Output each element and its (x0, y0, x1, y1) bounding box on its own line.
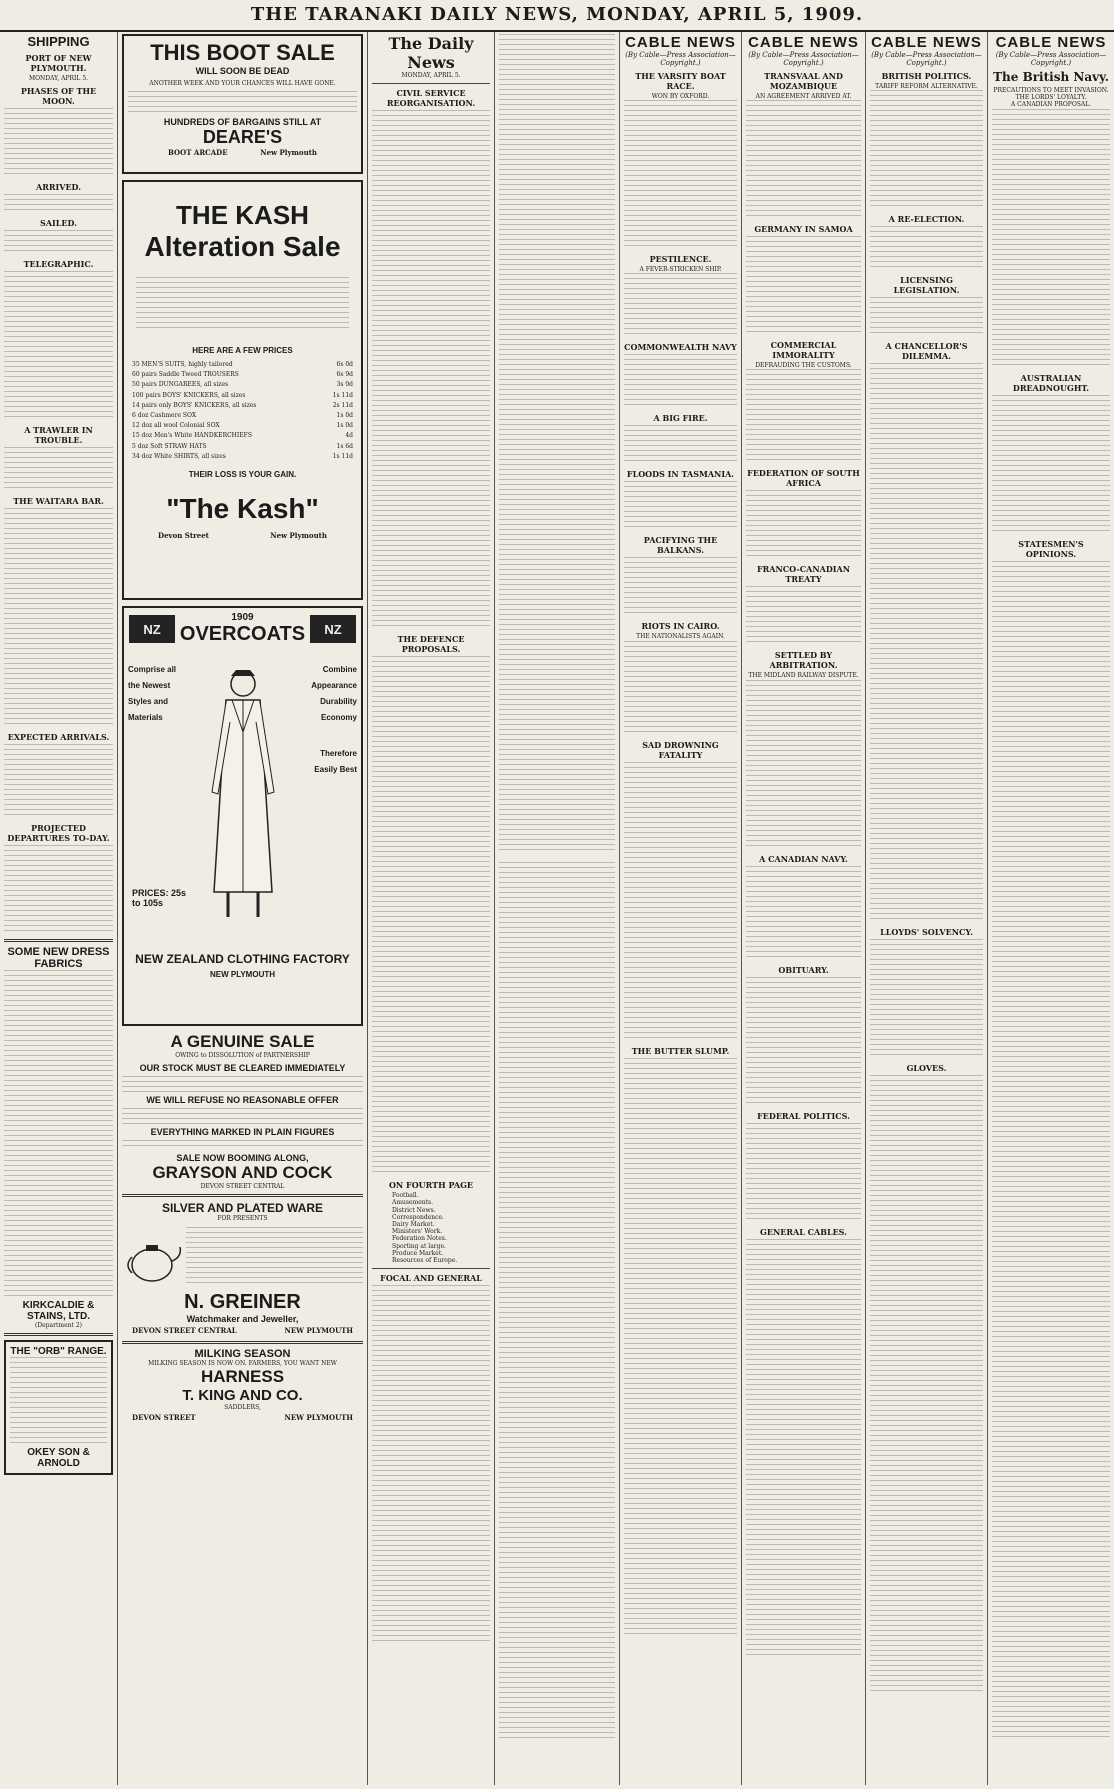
overcoat-title: OVERCOATS (179, 623, 306, 645)
svg-text:NZ: NZ (324, 622, 342, 637)
okey-title: OKEY SON & ARNOLD (27, 1447, 90, 1470)
settled-text (746, 680, 861, 850)
riots-sub: THE NATIONALISTS AGAIN. (636, 633, 725, 641)
british-politics-heading: BRITISH POLITICS. (881, 71, 972, 81)
tking-town: NEW PLYMOUTH (284, 1412, 353, 1422)
orb-range-text (10, 1357, 107, 1447)
price-row: 5 doz Soft STRAW HATS 1s 6d (132, 442, 353, 450)
overcoat-year: 1909 (231, 612, 254, 623)
teapot-icon (122, 1227, 182, 1287)
boot-arcade: BOOT ARCADE (168, 148, 228, 158)
page-title: THE TARANAKI DAILY NEWS, MONDAY, APRIL 5, 1909. (250, 4, 864, 25)
genuine-sale-stock: OUR STOCK MUST BE CLEARED IMMEDIATELY (139, 1063, 346, 1074)
genuine-sale-ad (122, 1032, 363, 1190)
butter-heading: THE BUTTER SLUMP. (631, 1045, 730, 1056)
general-cables-heading: GENERAL CABLES. (760, 1226, 847, 1237)
boat-race-text (624, 100, 737, 250)
germany-heading: GERMANY IN SAMOA (754, 224, 853, 235)
sailed-text (4, 230, 113, 255)
nz-logo-icon (128, 614, 176, 644)
masthead (0, 0, 1114, 32)
greiner-street: DEVON STREET CENTRAL (132, 1325, 237, 1335)
drowning-text (624, 762, 737, 1042)
cable-news-column-2 (742, 32, 866, 1785)
waitara-text (4, 508, 113, 728)
continuation-column (495, 32, 620, 1785)
genuine-sale-refuse: WE WILL REFUSE NO REASONABLE OFFER (146, 1095, 339, 1106)
floods-heading: FLOODS IN TASMANIA. (626, 469, 735, 480)
kash-name: "The Kash" (166, 492, 319, 524)
price-row: 6 doz Cashmere SOX 1s 0d (132, 411, 353, 419)
boat-race-sub: WON BY OXFORD. (651, 93, 710, 100)
telegraphic-heading: TELEGRAPHIC. (23, 259, 94, 270)
boot-sale-body (128, 91, 357, 113)
genuine-sale-title: A GENUINE SALE (170, 1032, 315, 1051)
statesmen-heading: STATESMEN'S OPINIONS. (1018, 538, 1084, 559)
fire-text (624, 425, 737, 465)
defence-heading: THE DEFENCE PROPOSALS. (397, 634, 465, 655)
licensing-text (870, 297, 983, 337)
nz-factory-town: NEW PLYMOUTH (209, 970, 276, 979)
pestilence-heading: PESTILENCE. (649, 254, 712, 265)
kash-title: THE KASH (176, 200, 309, 230)
cable-news-column-3 (866, 32, 988, 1785)
fire-heading: A BIG FIRE. (653, 413, 708, 424)
editorial-title: The Daily News (388, 34, 474, 72)
cable-news-heading: CABLE NEWS (871, 34, 982, 51)
reelection-heading: A RE-ELECTION. (888, 214, 965, 225)
balkans-heading: PACIFYING THE BALKANS. (643, 535, 718, 556)
trawler-heading: A TRAWLER IN TROUBLE. (24, 425, 93, 446)
moon-heading: PHASES OF THE MOON. (20, 86, 97, 107)
dilemma-text (870, 363, 983, 923)
overcoats-ad (122, 606, 363, 1026)
sailed-heading: SAILED. (40, 218, 77, 229)
nz-logo-icon (309, 614, 357, 644)
british-navy-text (992, 109, 1110, 369)
shipping-title: SHIPPING (27, 34, 90, 49)
commercial-sub: DEFRAUDING THE CUSTOMS. (755, 362, 852, 370)
cable-news-credit: (By Cable—Press Association—Copyright.) (871, 51, 982, 67)
continuation-text-2 (499, 862, 615, 1742)
dress-fabrics-title: SOME NEW DRESS FABRICS (7, 946, 110, 971)
commonwealth-heading: COMMONWEALTH NAVY (624, 342, 737, 353)
canadian-navy-heading: A CANADIAN NAVY. (759, 853, 848, 864)
boat-race-heading: THE VARSITY BOAT RACE. (635, 71, 726, 91)
milking-season-ad (122, 1348, 363, 1424)
greiner-town: NEW PLYMOUTH (284, 1325, 353, 1335)
kash-town: New Plymouth (270, 530, 327, 540)
lords-sub: THE LORDS' LOYALTY. (1015, 94, 1087, 102)
orb-range-title: THE "ORB" RANGE. (10, 1346, 107, 1358)
boot-sale-subtitle: WILL SOON BE DEAD (195, 66, 290, 76)
price-row: 12 doz all wool Colonial SOX 1s 0d (132, 422, 353, 430)
boot-town: New Plymouth (260, 148, 317, 158)
obituary-text (746, 977, 861, 1107)
defence-text (372, 656, 490, 1176)
riots-text (624, 641, 737, 736)
transvaal-sub: AN AGREEMENT ARRIVED AT. (755, 93, 852, 100)
price-row: 14 pairs only BOYS' KNICKERS, all sizes 2s 11d (132, 401, 353, 409)
continuation-text (499, 34, 615, 854)
kirkcaldie-department: (Department 2) (35, 1322, 82, 1330)
tking-street: DEVON STREET (132, 1412, 196, 1422)
departures-heading: PROJECTED DEPARTURES TO-DAY. (7, 823, 110, 844)
editorial-date: MONDAY, APRIL 5. (401, 72, 461, 79)
grayson-street: DEVON STREET CENTRAL (200, 1183, 285, 1191)
editorial-column (368, 32, 495, 1785)
price-row: 60 pairs Saddle Tweed TROUSERS 6s 9d (132, 371, 353, 379)
silver-body (186, 1227, 363, 1287)
gloves-heading: GLOVES. (906, 1063, 947, 1074)
price-row: 35 MEN'S SUITS, highly tailored 6s 0d (132, 361, 353, 368)
genuine-sale-marked: EVERYTHING MARKED IN PLAIN FIGURES (150, 1127, 335, 1138)
proposal-sub: A CANADIAN PROPOSAL. (1010, 101, 1092, 109)
price-row: 50 pairs DUNGAREES, all sizes 3s 0d (132, 381, 353, 389)
franco-heading: FRANCO-CANADIAN TREATY (756, 564, 851, 585)
focal-text (372, 1285, 490, 1645)
genuine-sale-body-2 (122, 1108, 363, 1124)
lloyds-text (870, 939, 983, 1059)
cable-news-credit: (By Cable—Press Association—Copyright.) (625, 51, 736, 67)
greiner-name: N. GREINER (184, 1290, 301, 1313)
cable-news-heading: CABLE NEWS (995, 34, 1107, 51)
british-politics-text (870, 90, 983, 210)
shipping-date: MONDAY, APRIL 5. (28, 75, 89, 82)
kash-loss: THEIR LOSS IS YOUR GAIN. (188, 469, 297, 479)
grayson-name: GRAYSON AND COCK (152, 1163, 333, 1183)
settled-heading: SETTLED BY ARBITRATION. (769, 650, 838, 671)
shipping-column (0, 32, 118, 1785)
dress-fabrics-text (4, 970, 113, 1300)
kash-ad (122, 180, 363, 600)
kash-street: Devon Street (158, 530, 209, 540)
federation-heading: FEDERATION OF SOUTH AFRICA (747, 468, 860, 489)
harness-title: HARNESS (200, 1366, 285, 1386)
kash-sale: Alteration Sale (144, 231, 341, 262)
pestilence-text (624, 273, 737, 338)
overcoat-styles: Comprise all the Newest Styles and Materials (128, 665, 177, 722)
transvaal-heading: TRANSVAAL AND MOZAMBIQUE (764, 71, 843, 91)
advertisements-column (118, 32, 368, 1785)
cable-news-column-1 (620, 32, 742, 1785)
expected-text (4, 744, 113, 819)
lloyds-heading: LLOYDS' SOLVENCY. (880, 927, 973, 938)
expected-heading: EXPECTED ARRIVALS. (7, 732, 110, 743)
fourth-page-list: Football. Amusements. District News. Correspondence. Dairy Market. Ministers' Work. Federation Notes. Sporting at large. Produce Market. Resources of Europe. (392, 1192, 458, 1264)
overcoat-prices: PRICES: 25s to 105s (132, 888, 187, 908)
civil-service-heading: CIVIL SERVICE REORGANISATION. (386, 88, 476, 109)
milking-title: MILKING SEASON (194, 1347, 291, 1360)
price-row: 34 doz White SHIRTS, all sizes 1s 11d (132, 452, 353, 460)
boot-sale-title: THIS BOOT SALE (150, 40, 335, 65)
kirkcaldie-title: KIRKCALDIE & STAINS, LTD. (22, 1300, 95, 1323)
kash-body (136, 277, 349, 332)
orb-range-ad (4, 1340, 113, 1475)
general-cables-text (746, 1239, 861, 1659)
tide-table (4, 108, 113, 178)
canadian-navy-text (746, 866, 861, 961)
overcoat-qualities: Combine Appearance Durability Economy Therefore Easily Best (311, 665, 357, 774)
kash-price-list (132, 361, 353, 460)
floods-text (624, 481, 737, 531)
man-in-overcoat-illustration (198, 662, 288, 922)
pestilence-sub: A FEVER-STRICKEN SHIP. (639, 266, 722, 274)
franco-text (746, 586, 861, 646)
deare-name: DEARE'S (202, 127, 283, 148)
invasion-sub: PRECAUTIONS TO MEET INVASION. (993, 87, 1109, 94)
greiner-sub: Watchmaker and Jeweller, (186, 1313, 299, 1324)
silver-ware-ad (122, 1201, 363, 1336)
gloves-text (870, 1075, 983, 1695)
transvaal-text (746, 100, 861, 220)
cable-news-column-4 (988, 32, 1114, 1785)
settled-sub: THE MIDLAND RAILWAY DISPUTE. (748, 672, 859, 680)
genuine-sale-body-3 (122, 1140, 363, 1150)
british-navy-heading: The British Navy. (993, 70, 1109, 84)
germany-text (746, 236, 861, 336)
kash-prices-heading: HERE ARE A FEW PRICES (192, 346, 293, 355)
milking-line: MILKING SEASON IS NOW ON. FARMERS, YOU WANT NEW (148, 1359, 337, 1367)
commercial-heading: COMMERCIAL IMMORALITY (770, 340, 837, 361)
tariff-sub: TARIFF REFORM ALTERNATIVE. (875, 83, 978, 90)
genuine-sale-booming: SALE NOW BOOMING ALONG, (176, 1153, 309, 1164)
dilemma-heading: A CHANCELLOR'S DILEMMA. (885, 341, 968, 362)
civil-service-text (372, 110, 490, 630)
dreadnought-heading: AUSTRALIAN DREADNOUGHT. (1012, 372, 1090, 393)
price-row: 100 pairs BOYS' KNICKERS, all sizes 1s 11d (132, 391, 353, 399)
trawler-text (4, 447, 113, 492)
tking-saddlers: SADDLERS, (224, 1403, 261, 1411)
tking-name: T. KING AND CO. (182, 1386, 303, 1404)
arrived-text (4, 194, 113, 214)
silver-sub: FOR PRESENTS (217, 1215, 268, 1223)
licensing-heading: LICENSING LEGISLATION. (893, 275, 960, 296)
silver-title: SILVER AND PLATED WARE (161, 1201, 324, 1216)
focal-heading: FOCAL AND GENERAL (380, 1273, 482, 1284)
arrived-heading: ARRIVED. (36, 182, 81, 193)
boot-sale-hundreds: HUNDREDS OF BARGAINS STILL AT (163, 117, 322, 128)
dreadnought-text (992, 395, 1110, 535)
genuine-sale-sub: OWING to DISSOLUTION of PARTNERSHIP (175, 1052, 310, 1059)
cable-news-heading: CABLE NEWS (748, 34, 859, 51)
cable-news-credit: (By Cable—Press Association—Copyright.) (995, 51, 1107, 67)
cable-news-credit: (By Cable—Press Association—Copyright.) (748, 51, 859, 67)
port-heading: PORT OF NEW PLYMOUTH. (25, 53, 92, 73)
boot-sale-ad (122, 34, 363, 174)
boot-sale-line: ANOTHER WEEK AND YOUR CHANCES WILL HAVE GONE. (149, 80, 336, 87)
price-row: 15 doz Men's White HANDKERCHIEFS 4d (132, 432, 353, 440)
drowning-heading: SAD DROWNING FATALITY (642, 739, 719, 760)
balkans-text (624, 557, 737, 617)
fourth-page-heading: ON FOURTH PAGE (388, 1180, 474, 1191)
riots-heading: RIOTS IN CAIRO. (641, 621, 720, 632)
reelection-text (870, 226, 983, 271)
waitara-heading: THE WAITARA BAR. (13, 496, 104, 507)
telegraphic-text (4, 271, 113, 421)
commercial-text (746, 369, 861, 464)
commonwealth-text (624, 354, 737, 409)
butter-text (624, 1058, 737, 1638)
nz-factory: NEW ZEALAND CLOTHING FACTORY (135, 952, 350, 966)
federal-heading: FEDERAL POLITICS. (757, 1110, 850, 1121)
cable-news-heading: CABLE NEWS (625, 34, 736, 51)
federation-text (746, 490, 861, 560)
svg-text:NZ: NZ (143, 622, 161, 637)
federal-text (746, 1123, 861, 1223)
statesmen-text (992, 561, 1110, 1741)
genuine-sale-body (122, 1076, 363, 1092)
departures-text (4, 845, 113, 935)
obituary-heading: OBITUARY. (778, 964, 829, 975)
